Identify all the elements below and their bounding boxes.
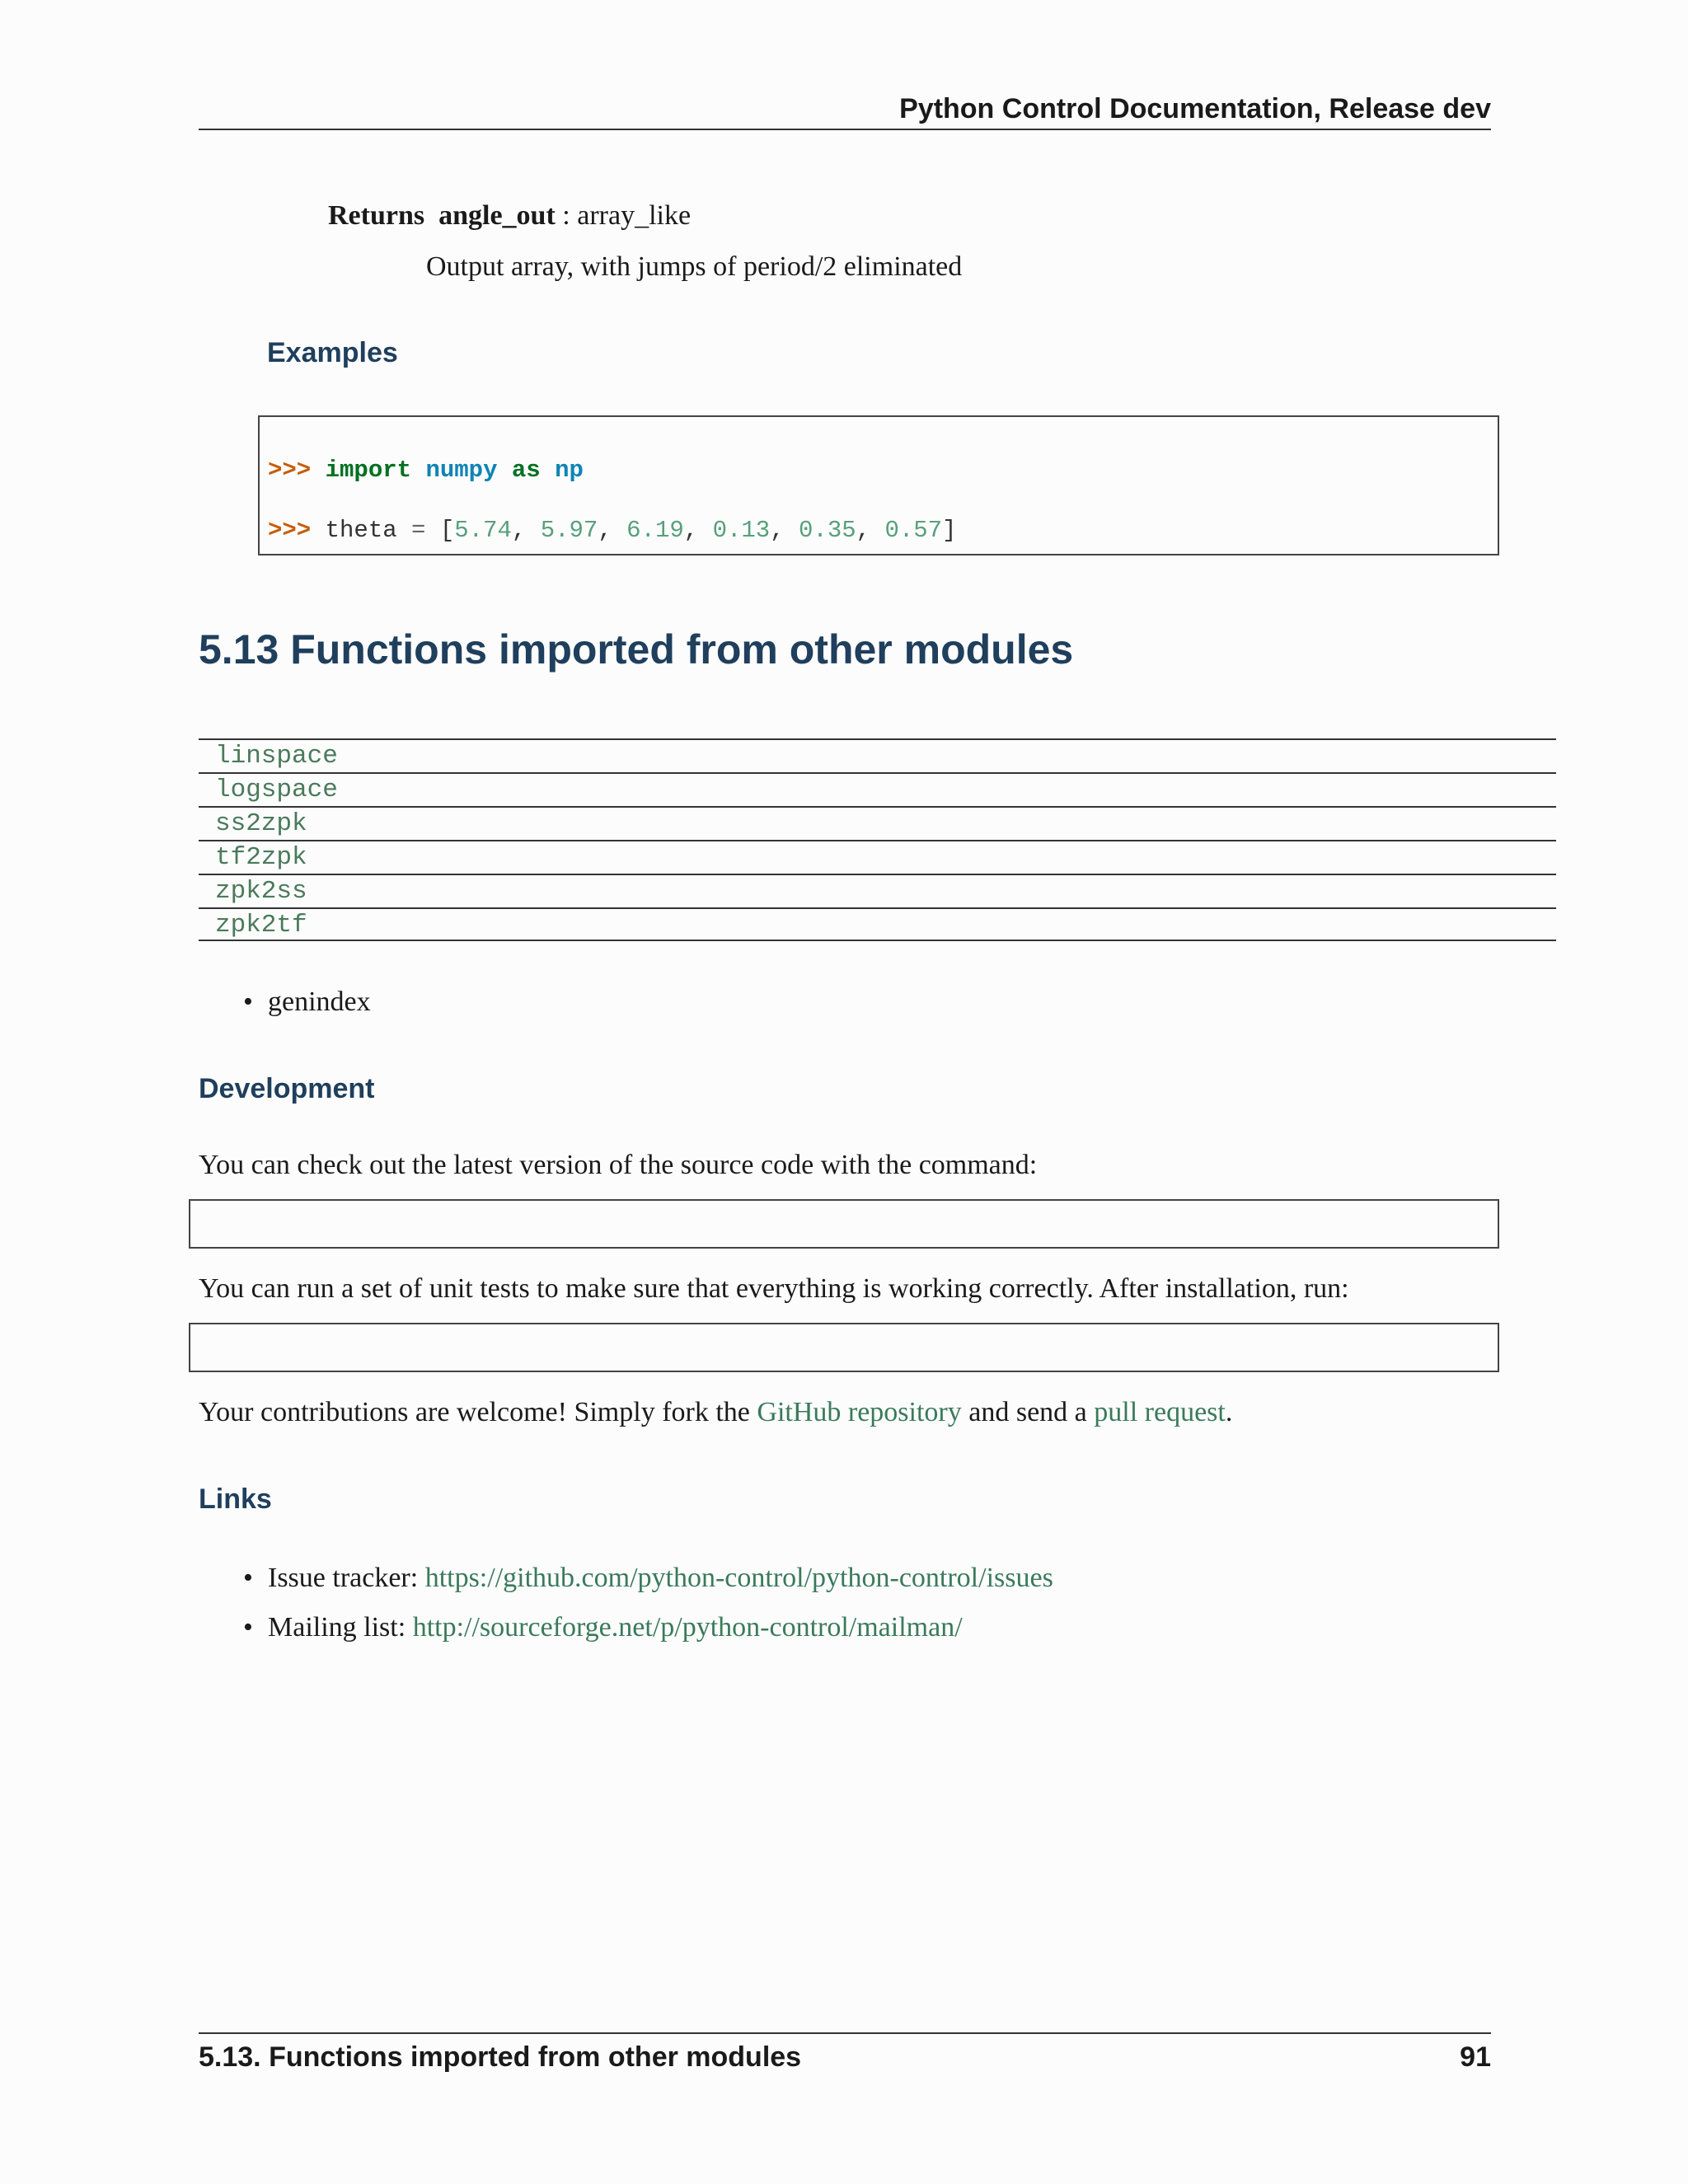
returns-field [328, 198, 691, 234]
returns-description: Output array, with jumps of period/2 eliminated [426, 251, 963, 282]
returns-type: array_like [577, 200, 692, 231]
footer-section-title: 5.13. Functions imported from other modules [199, 2041, 802, 2073]
mailing-list-item: • Mailing list: http://sourceforge.net/p/python-control/mailman/ [243, 1610, 1053, 1646]
page-header [199, 92, 1491, 130]
examples-code-block [258, 415, 1499, 555]
function-row-logspace[interactable]: logspace [199, 772, 1556, 806]
clone-command-block [189, 1199, 1499, 1249]
function-row-zpk2tf[interactable]: zpk2tf [199, 907, 1556, 941]
links-heading: Links [199, 1483, 272, 1515]
returns-name: angle_out [438, 200, 556, 231]
page-footer [199, 2032, 1491, 2079]
function-row-tf2zpk[interactable]: tf2zpk [199, 840, 1556, 874]
contributions-text [199, 1394, 1232, 1431]
function-row-zpk2ss[interactable]: zpk2ss [199, 874, 1556, 907]
pull-request-link[interactable]: pull request [1094, 1397, 1226, 1427]
page-header-title: Python Control Documentation, Release dev [899, 93, 1491, 124]
code-line-2: >>> theta = [5.74, 5.97, 6.19, 0.13, 0.35, 0.57] [268, 516, 957, 544]
github-repository-link[interactable]: GitHub repository [757, 1397, 962, 1427]
contrib-text-2: and send a [961, 1397, 1095, 1427]
page-number: 91 [1460, 2041, 1491, 2073]
examples-heading: Examples [267, 337, 398, 368]
issue-tracker-link[interactable]: https://github.com/python-control/python-control/issues [424, 1563, 1053, 1593]
list-item-genindex[interactable]: • genindex [243, 984, 371, 1020]
test-command-block [189, 1323, 1499, 1372]
functions-table [199, 738, 1556, 941]
contrib-text-3: . [1225, 1397, 1233, 1427]
index-list [243, 984, 371, 1033]
section-title: 5.13 Functions imported from other modules [199, 626, 1074, 673]
tests-text: You can run a set of unit tests to make sure that everything is working correctly. After installation, run: [199, 1273, 1349, 1304]
mailing-list-link[interactable]: http://sourceforge.net/p/python-control/mailman/ [412, 1612, 963, 1643]
code-line-1: >>> import numpy as np [268, 456, 584, 484]
contrib-text-1: Your contributions are welcome! Simply fork the [199, 1397, 757, 1427]
issue-tracker-item: • Issue tracker: https://github.com/python-control/python-control/issues [243, 1560, 1053, 1596]
development-heading: Development [199, 1073, 375, 1104]
returns-sep: : [555, 200, 578, 231]
development-intro: You can check out the latest version of the source code with the command: [199, 1150, 1038, 1180]
function-row-ss2zpk[interactable]: ss2zpk [199, 806, 1556, 840]
returns-label: Returns [328, 200, 425, 231]
links-list [243, 1560, 1053, 1659]
function-row-linspace[interactable]: linspace [199, 738, 1556, 772]
